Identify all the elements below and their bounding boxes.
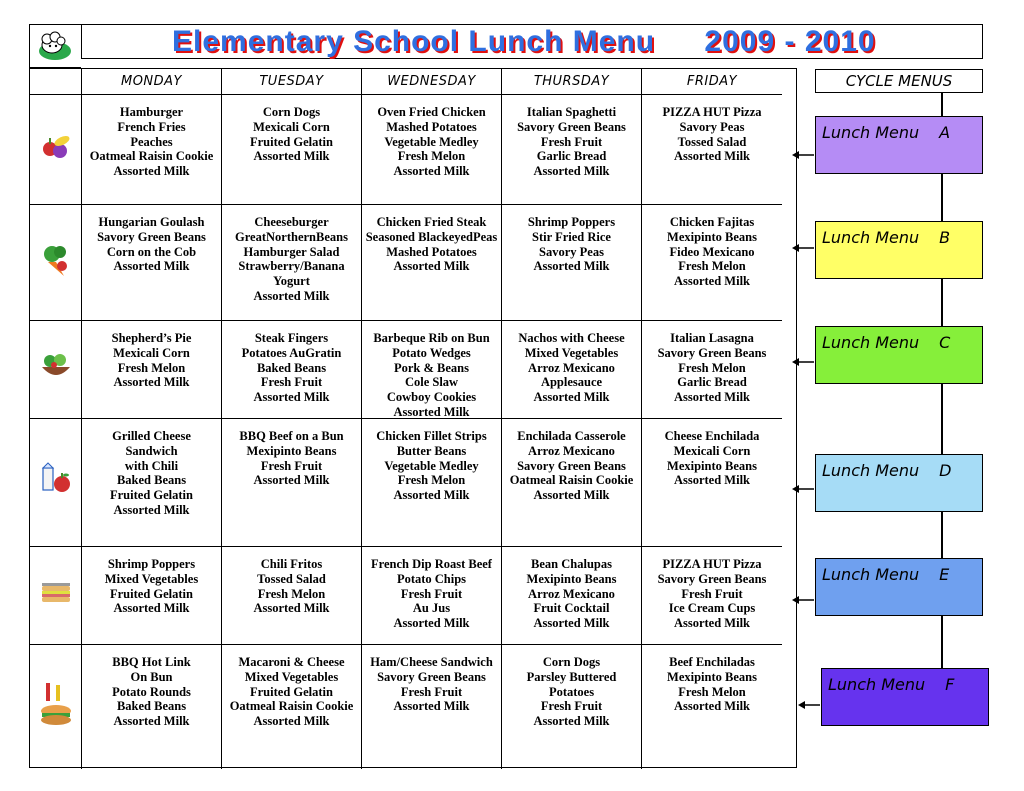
- cycle-menu-e: [815, 558, 983, 616]
- menu-item: Yogurt: [273, 274, 310, 289]
- left-arrow-icon: [792, 147, 814, 157]
- left-arrow-icon: [792, 354, 814, 364]
- menu-item: Cheeseburger: [254, 215, 329, 229]
- menu-item: Cheese Enchilada: [664, 429, 760, 443]
- milk-and-apple-icon: [38, 460, 74, 505]
- cycle-menu-letter: E: [939, 565, 950, 584]
- menu-item: Fruited Gelatin: [110, 488, 193, 503]
- title-year: 2009 - 2010: [704, 25, 876, 58]
- menu-item: Fruited Gelatin: [250, 684, 333, 699]
- chef-logo-box: [29, 24, 81, 68]
- menu-item: French Dip Roast Beef: [371, 557, 492, 571]
- menu-item: Chili Fritos: [260, 557, 323, 571]
- menu-item: Mexipinto Beans: [667, 229, 757, 244]
- menu-item: Baked Beans: [116, 473, 187, 488]
- menu-item: Savory Peas: [679, 119, 745, 134]
- menu-item: Garlic Bread: [536, 149, 607, 164]
- menu-item: Stir Fried Rice: [532, 229, 611, 244]
- header-corner: [30, 69, 82, 95]
- menu-cell-friday: [642, 205, 782, 321]
- menu-item: Chicken Fried Steak: [376, 215, 487, 229]
- menu-item: Mexicali Corn: [673, 443, 751, 458]
- menu-cell-thursday: [502, 547, 642, 645]
- day-header-friday: FRIDAY: [642, 69, 782, 95]
- title-bar: [81, 24, 983, 59]
- chef-hat-icon: [30, 25, 80, 67]
- menu-cell-monday: [82, 95, 222, 205]
- menu-item: Potato Chips: [396, 571, 467, 586]
- menu-item: Fresh Melon: [257, 586, 326, 601]
- menu-item: Steak Fingers: [254, 331, 329, 345]
- menu-item: Corn Dogs: [542, 655, 601, 669]
- menu-item: Assorted Milk: [393, 404, 470, 419]
- menu-item: Fresh Melon: [117, 360, 186, 375]
- cycle-menu-label: Lunch Menu: [822, 123, 920, 142]
- menu-item: Fresh Melon: [397, 473, 466, 488]
- menu-cell-wednesday: [362, 321, 502, 419]
- menu-item: Mexicali Corn: [253, 119, 330, 134]
- menu-item: Assorted Milk: [533, 390, 610, 405]
- menu-item: Garlic Bread: [677, 375, 747, 390]
- menu-item: Mixed Vegetables: [244, 669, 339, 684]
- week-icon-cell: [30, 205, 82, 321]
- menu-item: Italian Spaghetti: [526, 105, 617, 119]
- menu-item: Beef Enchiladas: [669, 655, 755, 669]
- menu-item: Fruit Cocktail: [533, 601, 610, 616]
- cycle-menus-title: CYCLE MENUS: [815, 69, 983, 93]
- menu-item: Strawberry/Banana: [238, 259, 345, 274]
- day-header-thursday: THURSDAY: [502, 69, 642, 95]
- menu-item: Fresh Fruit: [400, 586, 463, 601]
- menu-item: Mixed Vegetables: [524, 345, 619, 360]
- menu-item: Fresh Melon: [678, 684, 746, 699]
- menu-item: Assorted Milk: [533, 164, 610, 179]
- menu-item: Vegetable Medley: [384, 134, 479, 149]
- menu-item: Savory Peas: [539, 244, 604, 259]
- menu-item: BBQ Hot Link: [112, 655, 191, 669]
- menu-item: PIZZA HUT Pizza: [662, 105, 762, 119]
- menu-item: Mexipinto Beans: [526, 571, 617, 586]
- menu-item: Fruited Gelatin: [250, 134, 333, 149]
- menu-item: Oven Fried Chicken: [377, 105, 486, 119]
- week-icon-cell: [30, 419, 82, 547]
- menu-item: Assorted Milk: [673, 149, 751, 164]
- menu-item: Mexipinto Beans: [667, 669, 757, 684]
- left-arrow-icon: [792, 592, 814, 602]
- menu-item: Sandwich: [125, 443, 178, 458]
- menu-item: Assorted Milk: [673, 699, 751, 714]
- week-icon-cell: [30, 645, 82, 769]
- menu-cell-friday: [642, 95, 782, 205]
- cycle-menu-a: [815, 116, 983, 174]
- menu-cell-tuesday: [222, 321, 362, 419]
- menu-item: French Fries: [117, 119, 186, 134]
- menu-item: Hamburger: [119, 105, 184, 119]
- menu-item: Assorted Milk: [533, 259, 610, 274]
- menu-cell-friday: [642, 547, 782, 645]
- left-arrow-icon: [792, 240, 814, 250]
- menu-item: Butter Beans: [396, 443, 467, 458]
- menu-item: Arroz Mexicano: [528, 586, 615, 601]
- menu-item: Assorted Milk: [533, 488, 610, 503]
- menu-item: Savory Green Beans: [657, 571, 767, 586]
- salad-bowl-icon: [38, 349, 74, 390]
- menu-item: Arroz Mexicano: [528, 360, 615, 375]
- menu-item: Assorted Milk: [533, 714, 610, 729]
- menu-item: Ice Cream Cups: [668, 601, 756, 616]
- menu-item: Assorted Milk: [113, 259, 190, 274]
- menu-cell-thursday: [502, 205, 642, 321]
- cycle-menu-letter: D: [939, 461, 952, 480]
- menu-item: Hungarian Goulash: [98, 215, 205, 229]
- menu-item: Peaches: [130, 134, 173, 149]
- menu-item: Assorted Milk: [253, 288, 330, 303]
- menu-item: Hamburger Salad: [243, 244, 340, 259]
- cycle-menu-letter: F: [945, 675, 955, 694]
- menu-cell-monday: [82, 547, 222, 645]
- menu-item: Shrimp Poppers: [527, 215, 616, 229]
- menu-item: Pork & Beans: [394, 360, 469, 375]
- cycle-menu-c: [815, 326, 983, 384]
- menu-item: with Chili: [124, 458, 179, 473]
- menu-item: Vegetable Medley: [384, 458, 479, 473]
- menu-cell-monday: [82, 205, 222, 321]
- cycle-menu-b: [815, 221, 983, 279]
- menu-cell-monday: [82, 645, 222, 769]
- menu-item: Macaroni & Cheese: [238, 655, 345, 669]
- menu-item: Fruited Gelatin: [110, 586, 193, 601]
- menu-item: Oatmeal Raisin Cookie: [89, 149, 214, 164]
- menu-item: Barbeque Rib on Bun: [373, 331, 490, 345]
- menu-item: Potatoes: [548, 684, 595, 699]
- menu-item: Au Jus: [412, 601, 451, 616]
- menu-item: Savory Green Beans: [657, 345, 767, 360]
- menu-item: Fresh Fruit: [260, 375, 323, 390]
- menu-item: PIZZA HUT Pizza: [662, 557, 762, 571]
- menu-item: Savory Green Beans: [377, 669, 486, 684]
- menu-item: Assorted Milk: [393, 259, 470, 274]
- menu-item: Oatmeal Raisin Cookie: [509, 473, 634, 488]
- cycle-menu-letter: A: [939, 123, 951, 142]
- menu-item: Savory Green Beans: [517, 458, 626, 473]
- cycle-menu-label: Lunch Menu: [822, 228, 920, 247]
- menu-item: Assorted Milk: [253, 149, 330, 164]
- menu-item: Fideo Mexicano: [669, 244, 755, 259]
- menu-item: Corn on the Cob: [106, 244, 197, 259]
- page-title: [172, 25, 972, 60]
- menu-grid: [29, 68, 797, 768]
- menu-item: Fresh Melon: [678, 259, 746, 274]
- day-header-wednesday: WEDNESDAY: [362, 69, 502, 95]
- cycle-menu-f: [821, 668, 989, 726]
- menu-item: Mexipinto Beans: [667, 458, 757, 473]
- cycle-menu-label: Lunch Menu: [822, 565, 920, 584]
- menu-item: Assorted Milk: [673, 473, 751, 488]
- menu-item: Assorted Milk: [113, 601, 190, 616]
- menu-item: Assorted Milk: [673, 274, 751, 289]
- cycle-menu-label: Lunch Menu: [822, 461, 920, 480]
- cycle-menu-letter: B: [939, 228, 951, 247]
- menu-item: BBQ Beef on a Bun: [239, 429, 344, 443]
- menu-item: Chicken Fillet Strips: [376, 429, 487, 443]
- cycle-menu-label: Lunch Menu: [828, 675, 926, 694]
- menu-item: Assorted Milk: [113, 375, 190, 390]
- title-main: Elementary School Lunch Menu: [172, 25, 656, 58]
- menu-cell-monday: [82, 321, 222, 419]
- menu-item: Mashed Potatoes: [386, 244, 477, 259]
- sub-sandwich-icon: [38, 681, 74, 734]
- menu-cell-thursday: [502, 95, 642, 205]
- menu-item: Assorted Milk: [253, 714, 330, 729]
- menu-cell-friday: [642, 419, 782, 547]
- menu-cell-tuesday: [222, 547, 362, 645]
- menu-cell-wednesday: [362, 205, 502, 321]
- menu-cell-wednesday: [362, 547, 502, 645]
- menu-cell-thursday: [502, 419, 642, 547]
- menu-cell-wednesday: [362, 419, 502, 547]
- menu-cell-friday: [642, 321, 782, 419]
- menu-item: Arroz Mexicano: [528, 443, 615, 458]
- menu-item: Fresh Fruit: [681, 586, 743, 601]
- menu-item: GreatNorthernBeans: [235, 229, 348, 244]
- menu-cell-thursday: [502, 321, 642, 419]
- vegetables-icon: [38, 240, 74, 285]
- menu-cell-tuesday: [222, 205, 362, 321]
- menu-item: Assorted Milk: [253, 601, 330, 616]
- menu-item: Parsley Buttered: [526, 669, 617, 684]
- menu-cell-monday: [82, 419, 222, 547]
- menu-item: Fresh Melon: [397, 149, 466, 164]
- menu-item: Assorted Milk: [113, 164, 190, 179]
- menu-item: Enchilada Casserole: [517, 429, 626, 443]
- week-icon-cell: [30, 95, 82, 205]
- menu-item: Grilled Cheese: [112, 429, 191, 443]
- sandwich-icon: [38, 576, 74, 615]
- menu-item: Assorted Milk: [673, 616, 751, 631]
- cycle-menu-d: [815, 454, 983, 512]
- menu-item: Oatmeal Raisin Cookie: [229, 699, 354, 714]
- menu-item: Assorted Milk: [673, 390, 751, 405]
- menu-item: Cowboy Cookies: [386, 390, 477, 405]
- menu-item: Assorted Milk: [113, 502, 190, 517]
- week-icon-cell: [30, 547, 82, 645]
- menu-item: Bean Chalupas: [531, 557, 612, 571]
- menu-item: Assorted Milk: [393, 616, 470, 631]
- menu-item: Potato Rounds: [112, 684, 191, 699]
- menu-item: Cole Slaw: [404, 375, 459, 390]
- menu-cell-friday: [642, 645, 782, 769]
- menu-item: Mexicali Corn: [113, 345, 190, 360]
- menu-item: Nachos with Cheese: [518, 331, 625, 345]
- cycle-menu-letter: C: [939, 333, 951, 352]
- menu-item: Applesauce: [540, 375, 603, 390]
- menu-cell-wednesday: [362, 645, 502, 769]
- menu-item: Corn Dogs: [262, 105, 321, 119]
- menu-item: Ham/Cheese Sandwich: [370, 655, 493, 669]
- menu-item: Fresh Melon: [678, 360, 746, 375]
- left-arrow-icon: [792, 481, 814, 491]
- menu-cell-tuesday: [222, 419, 362, 547]
- menu-cell-tuesday: [222, 645, 362, 769]
- menu-item: Shrimp Poppers: [107, 557, 196, 571]
- menu-item: Shepherd’s Pie: [111, 331, 192, 345]
- menu-item: Assorted Milk: [393, 164, 470, 179]
- menu-item: On Bun: [130, 669, 173, 684]
- menu-item: Fresh Fruit: [400, 684, 463, 699]
- menu-item: Baked Beans: [256, 360, 327, 375]
- menu-item: Mashed Potatoes: [386, 119, 477, 134]
- menu-cell-tuesday: [222, 95, 362, 205]
- menu-item: Seasoned BlackeyedPeas: [365, 229, 498, 244]
- day-header-monday: MONDAY: [82, 69, 222, 95]
- menu-item: Savory Green Beans: [517, 119, 626, 134]
- day-header-tuesday: TUESDAY: [222, 69, 362, 95]
- menu-item: Potatoes AuGratin: [241, 345, 342, 360]
- menu-item: Savory Green Beans: [97, 229, 206, 244]
- menu-item: Assorted Milk: [393, 488, 470, 503]
- fruit-icon: [38, 129, 74, 170]
- menu-item: Assorted Milk: [393, 699, 470, 714]
- menu-item: Mixed Vegetables: [104, 571, 199, 586]
- menu-item: Assorted Milk: [113, 714, 190, 729]
- menu-cell-wednesday: [362, 95, 502, 205]
- menu-item: Fresh Fruit: [540, 134, 603, 149]
- menu-item: Tossed Salad: [257, 571, 326, 586]
- menu-item: Fresh Fruit: [540, 699, 603, 714]
- menu-item: Assorted Milk: [253, 390, 330, 405]
- cycle-menu-label: Lunch Menu: [822, 333, 920, 352]
- left-arrow-icon: [798, 697, 820, 707]
- menu-item: Potato Wedges: [392, 345, 471, 360]
- menu-item: Mexipinto Beans: [246, 443, 337, 458]
- menu-item: Chicken Fajitas: [669, 215, 755, 229]
- menu-item: Fresh Fruit: [260, 458, 323, 473]
- menu-item: Italian Lasagna: [670, 331, 754, 345]
- menu-item: Baked Beans: [116, 699, 187, 714]
- menu-item: Tossed Salad: [677, 134, 747, 149]
- menu-item: Assorted Milk: [533, 616, 610, 631]
- week-icon-cell: [30, 321, 82, 419]
- menu-item: Assorted Milk: [253, 473, 330, 488]
- menu-cell-thursday: [502, 645, 642, 769]
